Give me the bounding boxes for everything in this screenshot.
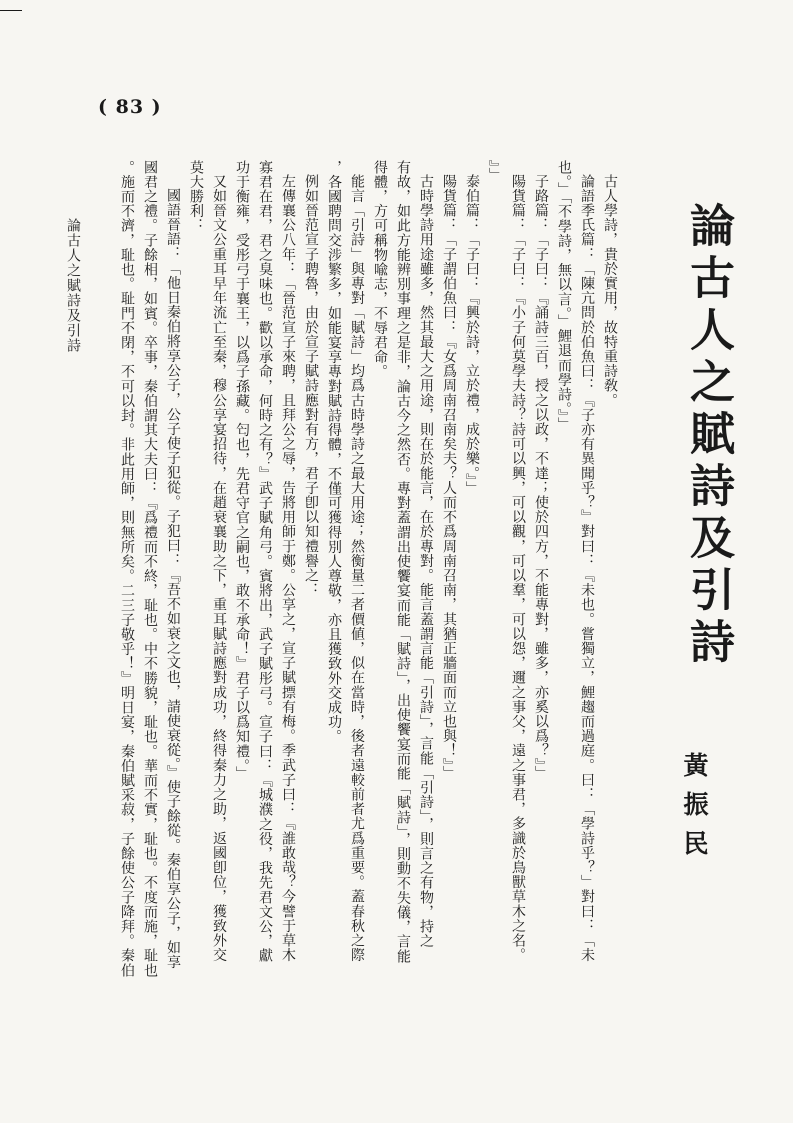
page-number: ( 83 ) xyxy=(98,96,162,118)
body-line: 論語季氏篇：「陳亢問於伯魚曰：『子亦有異聞乎？』對曰：『未也。嘗獨立，鯉趨而過庭。曰：「學詩乎？」對曰：「未 xyxy=(579,174,595,963)
body-line: ，各國聘問交涉繁多，如能宴享專對賦詩得體，不僅可獲得別人尊敬，亦且獲致外交成功。 xyxy=(326,160,342,744)
body-line: 。施而不濟，耻也。耻門不閉，不可以封。非此用師，則無所矣。二三子敬乎！』明日宴，秦伯賦采菽，子餘使公子降拜。秦伯 xyxy=(119,160,135,978)
body-line: 古人學詩，貴於實用，故特重詩敎。 xyxy=(602,174,618,408)
page-mark-dash xyxy=(0,10,22,11)
body-line: 也。」「不學詩，無以言。」鯉退而學詩。』」 xyxy=(556,160,572,432)
author-name: 黃振民 xyxy=(680,752,709,869)
body-line: 』」 xyxy=(487,160,503,183)
article-body xyxy=(61,160,621,1060)
body-line: 能言「引詩」與專對「賦詩」均爲古時學詩之最大用途；然衡量二者價値，似在當時，後者遠較前者尤爲重要。蓋春秋之際 xyxy=(349,174,365,963)
body-line: 陽貨篇：「子曰：『小子何莫學夫詩？詩可以興，可以觀，可以羣，可以怨，邇之事父，遠之事君，多識於鳥獸草木之名。 xyxy=(510,174,526,963)
body-line: 有故，如此方能辨別事理之是非，論古今之然否。專對蓋謂出使饗宴而能「賦詩」，出使饗宴而能「賦詩」，則動不失儀，言能 xyxy=(395,160,411,964)
body-line: 泰伯篇：「子曰：『興於詩，立於禮，成於樂。』」 xyxy=(464,174,480,496)
running-header: 論古人之賦詩及引詩 xyxy=(65,218,81,353)
body-line: 例如晉范宣子聘魯，由於宣子賦詩應對有方，君子卽以知禮譽之： xyxy=(303,174,319,598)
page-mark xyxy=(0,10,28,11)
article-title: 論古人之賦詩及引詩 xyxy=(682,202,735,670)
body-line: 得體，方可稱物喩志，不辱君命。 xyxy=(372,160,388,379)
body-line: 寡君在君，君之臭味也。歡以承命，何時之有？』武子賦角弓。賓將出，武子賦彤弓。宣子曰：『城濮之役，我先君文公，獻 xyxy=(257,160,273,963)
body-line: 國君之禮。子餘相，如賓。卒事，秦伯謂其大夫曰：『爲禮而不終，耻也。中不勝貌，耻也。華而不實，耻也。不度而施，耻也 xyxy=(142,160,158,978)
body-line: 陽貨篇：「子謂伯魚曰：『女爲周南召南矣夫？人而不爲周南召南，其猶正牆面而立也與！』」 xyxy=(441,174,457,781)
body-line: 莫大勝利： xyxy=(188,160,204,233)
body-line: 功于衡雍，受彤弓于襄王，以爲子孫藏。匄也，先君守官之嗣也，敢不承命！』君子以爲知禮。」 xyxy=(234,160,250,781)
body-line: 左傳襄公八年：「晉范宣子來聘，且拜公之辱，告將用師于鄭。公享之，宣子賦摽有梅。季武子曰：『誰敢哉？今譬于草木 xyxy=(280,174,296,963)
body-line: 古時學詩用途雖多，然其最大之用途，則在於能言，在於專對。能言蓋謂言能「引詩」，言能「引詩」，則言之有物，持之 xyxy=(418,174,434,949)
body-line: 子路篇：「子曰：『誦詩三百，授之以政，不達；使於四方，不能專對，雖多，亦奚以爲？』」 xyxy=(533,174,549,781)
body-line: 又如晉文公重耳早年流亡至秦，穆公享宴招待，在趙衰襄助之下，重耳賦詩應對成功，終得秦力之助，返國卽位，獲致外交 xyxy=(211,174,227,963)
body-line: 國語晉語：「他日秦伯將享公子，公子使子犯從。子犯曰：『吾不如衰之文也，請使衰從。』使子餘從。秦伯享公子，如享 xyxy=(165,188,181,970)
